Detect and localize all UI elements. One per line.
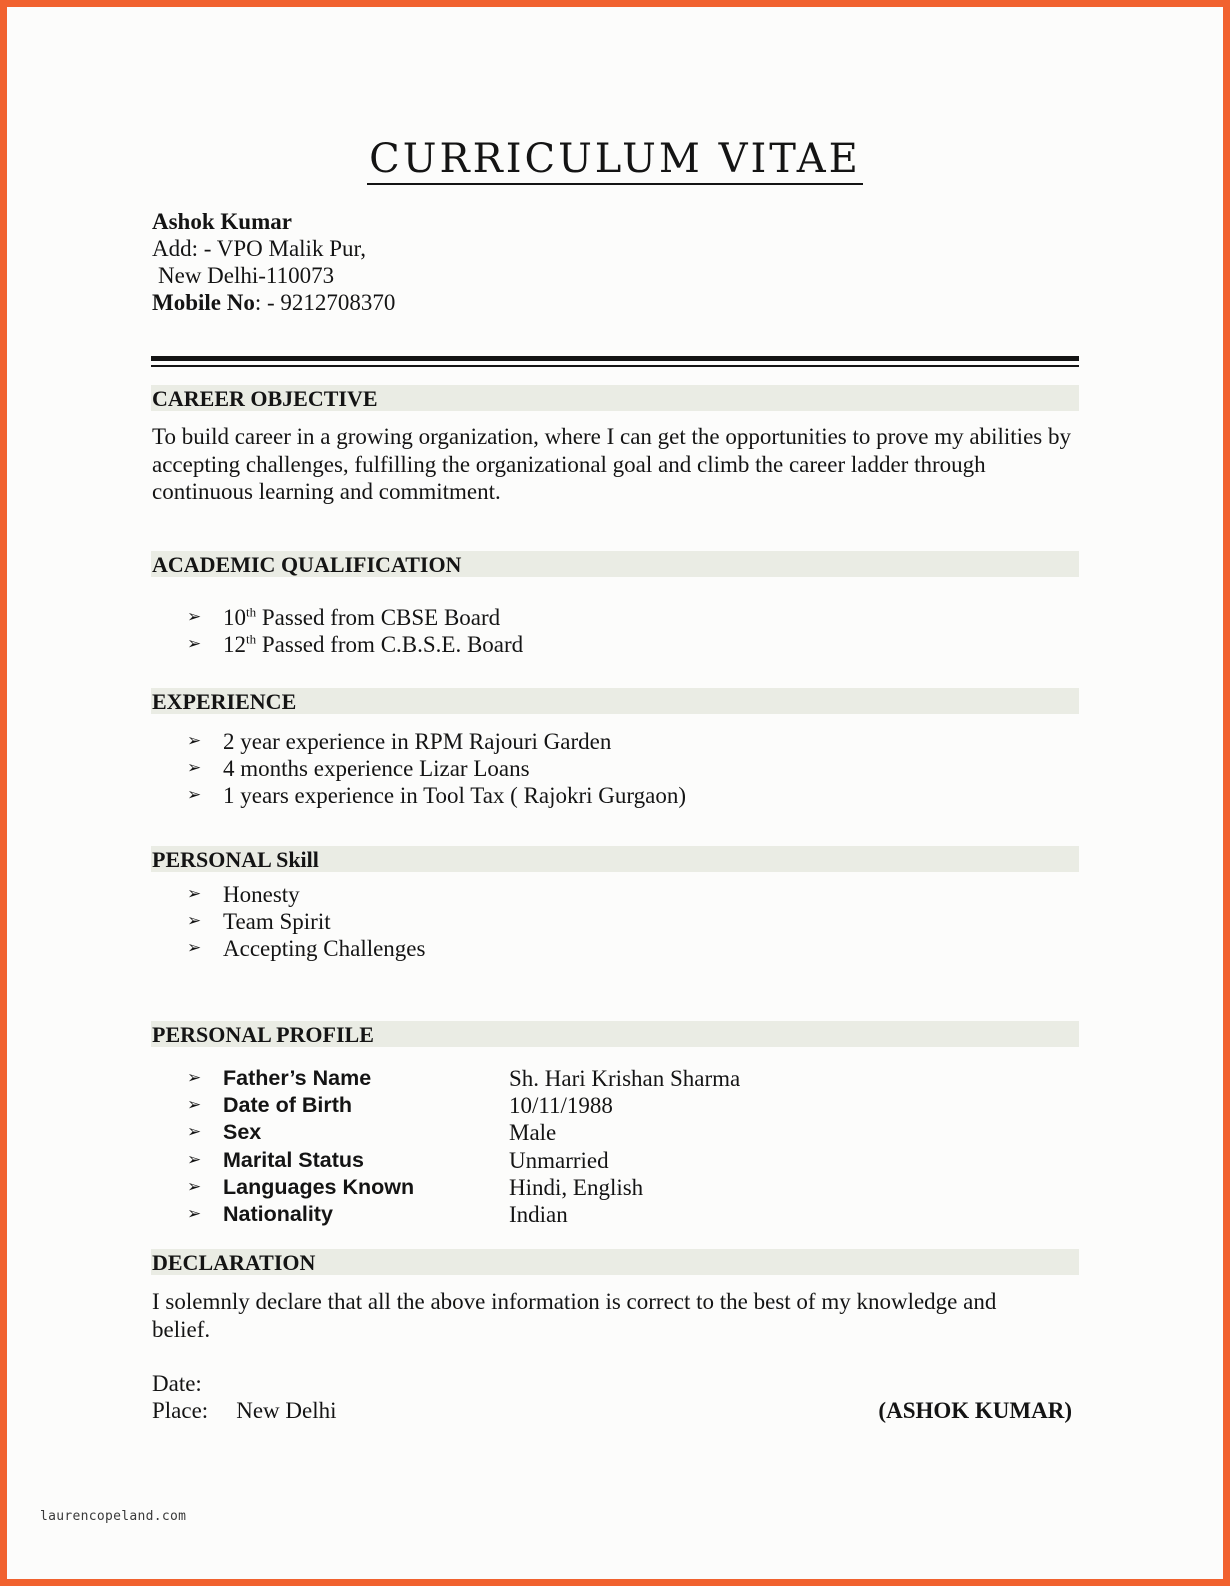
profile-value: Male: [509, 1120, 557, 1146]
contact-block: [152, 208, 395, 316]
arrow-bullet-icon: ➢: [187, 607, 202, 627]
list-item: ➢ 1 years experience in Tool Tax ( Rajokri Gurgaon): [187, 783, 687, 808]
profile-label: Date of Birth: [223, 1093, 352, 1118]
mobile-label: Mobile No: [152, 290, 255, 315]
place-label: Place:: [152, 1398, 209, 1423]
signoff-block: [152, 1370, 336, 1424]
place-value: New Delhi: [236, 1398, 337, 1423]
career-objective-heading: CAREER OBJECTIVE: [151, 385, 1079, 411]
address-line-2: New Delhi-110073: [158, 263, 335, 288]
declaration-heading: DECLARATION: [151, 1249, 1079, 1275]
list-item: ➢ 10th Passed from CBSE Board: [187, 604, 501, 630]
profile-value: Indian: [509, 1201, 568, 1227]
arrow-bullet-icon: ➢: [187, 634, 202, 654]
experience-list: [187, 728, 686, 809]
arrow-bullet-icon: ➢: [187, 884, 202, 904]
watermark: laurencopeland.com: [40, 1509, 187, 1524]
profile-value: 10/11/1988: [509, 1093, 613, 1119]
date-label: Date:: [152, 1371, 202, 1396]
arrow-bullet-icon: ➢: [187, 1149, 202, 1170]
profile-heading: PERSONAL PROFILE: [151, 1021, 1079, 1047]
arrow-bullet-icon: ➢: [187, 1068, 202, 1088]
profile-label: Sex: [223, 1120, 262, 1145]
list-item: ➢ Honesty: [187, 882, 300, 907]
profile-label: Languages Known: [223, 1174, 415, 1199]
arrow-bullet-icon: ➢: [187, 785, 202, 805]
profile-label: Father’s Name: [223, 1066, 372, 1090]
header-divider-thick: [151, 356, 1079, 361]
document-title: CURRICULUM VITAE: [0, 136, 1230, 182]
list-item: ➢ 12th Passed from C.B.S.E. Board: [187, 631, 524, 657]
arrow-bullet-icon: ➢: [187, 911, 202, 931]
profile-value: Hindi, English: [509, 1174, 644, 1200]
place-line: [152, 1397, 336, 1424]
profile-label: Nationality: [223, 1201, 333, 1226]
experience-heading: EXPERIENCE: [151, 688, 1079, 714]
list-item: ➢ Accepting Challenges: [187, 936, 426, 961]
list-item: ➢ Team Spirit: [187, 909, 331, 934]
profile-value: Sh. Hari Krishan Sharma: [509, 1066, 741, 1091]
academic-list: [187, 604, 523, 658]
arrow-bullet-icon: ➢: [187, 1122, 202, 1143]
career-objective-text: To build career in a growing organization, where I can get the opportunities to prove my abilities by accepting challenges, fulfilling the organizational goal and climb the career ladder through continuous learning and commitment.: [152, 424, 1071, 504]
address-line-1: Add: - VPO Malik Pur,: [152, 236, 366, 261]
profile-label: Marital Status: [223, 1147, 364, 1172]
arrow-bullet-icon: ➢: [187, 938, 202, 958]
declaration-text: I solemnly declare that all the above information is correct to the best of my knowledge and belief.: [152, 1289, 997, 1342]
skills-heading: PERSONAL Skill: [151, 846, 1079, 872]
signature-name: (ASHOK KUMAR): [878, 1398, 1072, 1423]
mobile-value: : - 9212708370: [254, 290, 396, 315]
header-divider-thin: [151, 365, 1079, 367]
profile-value: Unmarried: [509, 1147, 609, 1173]
academic-heading: ACADEMIC QUALIFICATION: [151, 551, 1079, 577]
list-item: ➢ 4 months experience Lizar Loans: [187, 756, 530, 781]
applicant-name: Ashok Kumar: [152, 209, 292, 234]
arrow-bullet-icon: ➢: [187, 731, 202, 751]
arrow-bullet-icon: ➢: [187, 758, 202, 778]
arrow-bullet-icon: ➢: [187, 1095, 202, 1116]
arrow-bullet-icon: ➢: [187, 1176, 202, 1197]
mobile-line: [152, 289, 395, 316]
list-item: ➢ 2 year experience in RPM Rajouri Garden: [187, 729, 612, 754]
skills-list: [187, 881, 425, 962]
arrow-bullet-icon: ➢: [187, 1203, 202, 1224]
